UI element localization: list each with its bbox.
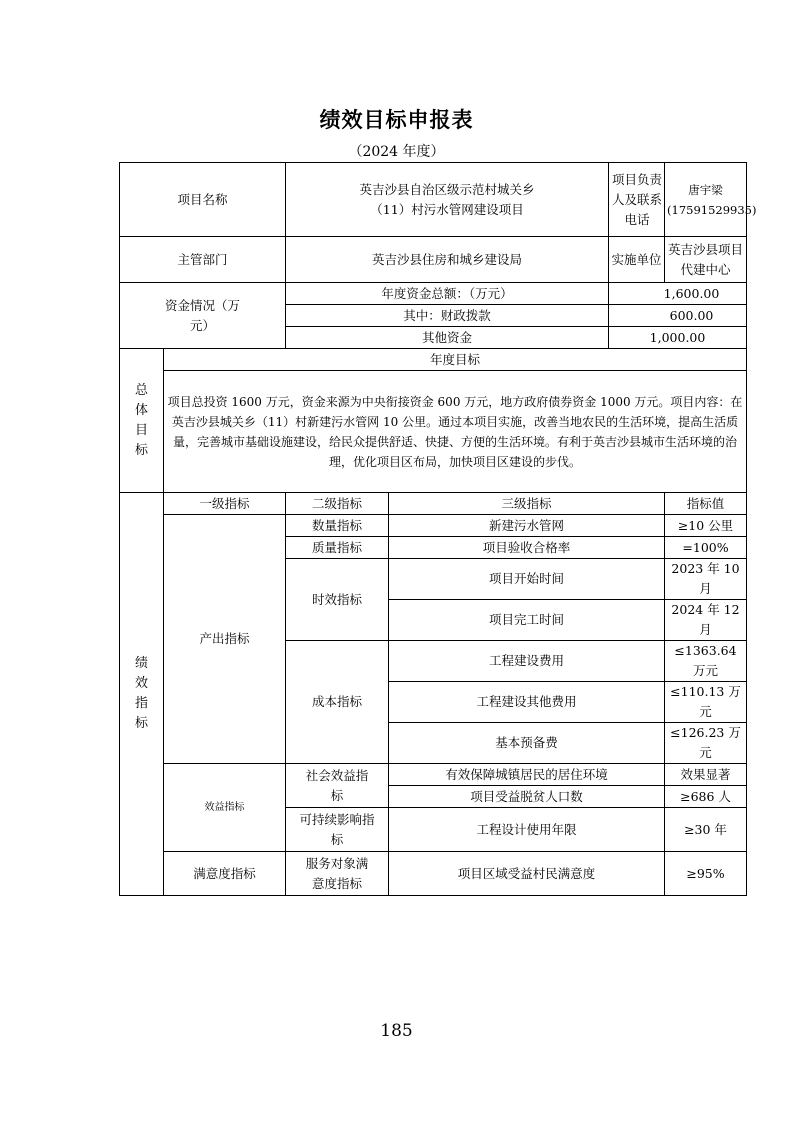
indicator-value: ≥10 公里 [665, 515, 747, 537]
social-label: 社会效益指标 [305, 767, 369, 803]
funds-other-label: 其他资金 [286, 327, 609, 349]
sustain-label-cell [286, 808, 389, 852]
indicator-name: 项目验收合格率 [389, 537, 665, 559]
dept-label: 主管部门 [120, 237, 286, 283]
goal-header: 年度目标 [164, 349, 747, 371]
indicator-name: 项目完工时间 [389, 600, 665, 641]
indicator-value: ≥30 年 [665, 808, 747, 852]
indicator-value: ≥686 人 [665, 786, 747, 808]
service-label: 服务对象满意度指标 [305, 855, 369, 891]
report-year: （2024 年度） [348, 144, 445, 160]
funds-fiscal-label: 其中：财政拨款 [286, 305, 609, 327]
indicator-value: ≥95% [665, 852, 747, 896]
contact-label: 项目负责人及联系电话 [612, 171, 663, 227]
perf-side-label-cell [120, 493, 164, 896]
indicator-name: 有效保障城镇居民的居住环境 [389, 764, 665, 786]
indicator-name: 项目开始时间 [389, 559, 665, 600]
sustain-label: 可持续影响指标 [299, 811, 375, 847]
quality-label: 质量指标 [286, 537, 389, 559]
impl-value: 英吉沙县项目代建中心 [665, 237, 747, 283]
indicator-value: 2024 年 12 月 [665, 600, 747, 641]
funds-total-label: 年度资金总额：（万元） [286, 283, 609, 305]
goal-text: 项目总投资 1600 万元，资金来源为中央衔接资金 600 万元，地方政府债券资金 1000 万元。项目内容：在英吉沙县城关乡（11）村新建污水管网 10 公里。通过本项目实施，改善当地农民的生活环境，提高生活质量，完善城市基础设施建设，给民众提供舒适、快捷、方便的生活环境。有利于英吉沙县城市生活环境的治理，优化项目区布局，加快项目区建设的步伐。 [164, 371, 747, 493]
indicator-value: ≤1363.64 万元 [665, 641, 747, 682]
indicator-name: 工程建设费用 [389, 641, 665, 682]
page-number: 185 [380, 1021, 413, 1041]
dept-value: 英吉沙县住房和城乡建设局 [286, 237, 609, 283]
cost-label: 成本指标 [286, 641, 389, 764]
funds-label: 资金情况（万元） [164, 297, 240, 333]
project-name-value [286, 163, 609, 237]
performance-goal-table [119, 162, 757, 896]
perf-side-label: 绩效指标 [134, 656, 148, 731]
funds-fiscal-value: 600.00 [609, 305, 747, 327]
social-label-cell [286, 764, 389, 808]
goal-side-label-cell [120, 349, 164, 493]
output-label: 产出指标 [164, 515, 286, 764]
page-title: 绩效目标申报表 [319, 107, 474, 132]
indicator-name: 工程设计使用年限 [389, 808, 665, 852]
benefit-label: 效益指标 [164, 764, 286, 852]
time-label: 时效指标 [286, 559, 389, 641]
header-level2: 二级指标 [286, 493, 389, 515]
satisfaction-label: 满意度指标 [164, 852, 286, 896]
funds-total-value: 1,600.00 [609, 283, 747, 305]
indicator-value: ≤110.13 万元 [665, 682, 747, 723]
header-level3: 三级指标 [389, 493, 665, 515]
funds-other-value: 1,000.00 [609, 327, 747, 349]
indicator-name: 项目受益脱贫人口数 [389, 786, 665, 808]
impl-label: 实施单位 [609, 237, 665, 283]
goal-side-label: 总体目标 [134, 382, 148, 458]
indicator-name: 新建污水管网 [389, 515, 665, 537]
service-label-cell [286, 852, 389, 896]
header-value: 指标值 [665, 493, 747, 515]
contact-label-cell [609, 163, 665, 237]
indicator-value: 效果显著 [665, 764, 747, 786]
quantity-label: 数量指标 [286, 515, 389, 537]
project-name-text: 英吉沙县自治区级示范村城关乡（11）村污水管网建设项目 [359, 181, 535, 217]
contact-value: 唐宇梁(17591529935) [665, 163, 747, 237]
indicator-name: 项目区域受益村民满意度 [389, 852, 665, 896]
project-name-label: 项目名称 [120, 163, 286, 237]
indicator-value: 2023 年 10 月 [665, 559, 747, 600]
indicator-name: 工程建设其他费用 [389, 682, 665, 723]
header-level1: 一级指标 [164, 493, 286, 515]
indicator-value: ≤126.23 万元 [665, 723, 747, 764]
indicator-name: 基本预备费 [389, 723, 665, 764]
indicator-value: =100% [665, 537, 747, 559]
funds-label-cell [120, 283, 286, 349]
